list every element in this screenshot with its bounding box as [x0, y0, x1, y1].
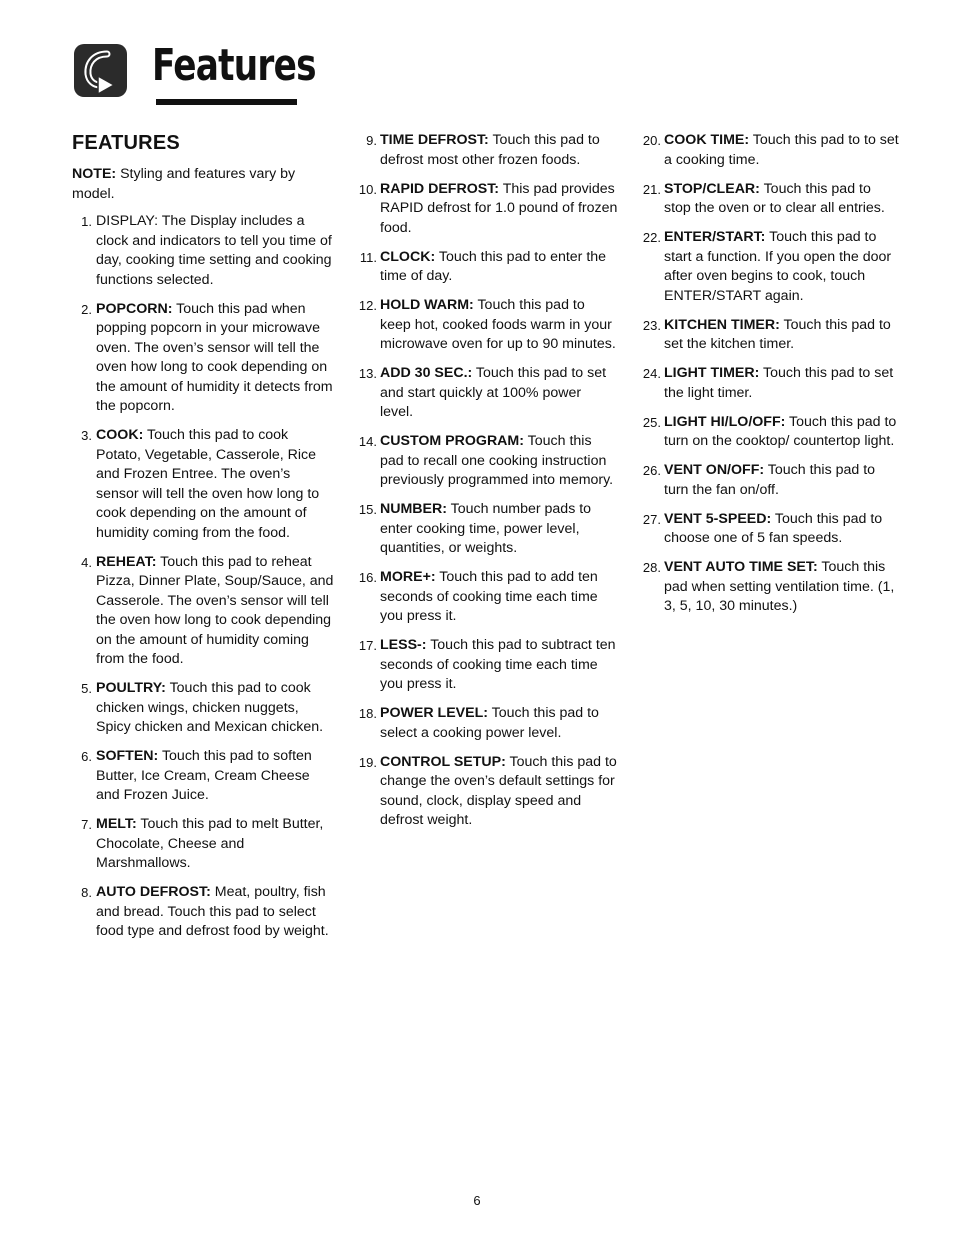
- feature-item: [356, 131, 618, 170]
- feature-number: 8.: [81, 885, 92, 900]
- feature-label: HOLD WARM:: [380, 297, 474, 313]
- feature-number: 22.: [642, 230, 661, 245]
- feature-description: Touch this pad to stop the oven or to clear all entries.: [664, 180, 885, 216]
- feature-label: REHEAT:: [96, 553, 157, 570]
- feature-description: Touch this pad to add ten seconds of cooking time each time you press it.: [380, 569, 598, 624]
- feature-item: [72, 426, 334, 543]
- feature-item: [640, 413, 900, 452]
- feature-item: [356, 636, 618, 695]
- feature-label: RAPID DEFROST:: [380, 180, 500, 197]
- feature-item: [72, 883, 334, 942]
- page-number: 6: [473, 1193, 481, 1208]
- feature-item: [640, 510, 900, 549]
- feature-description: This pad provides RAPID defrost for 1.0 pound of frozen food.: [380, 180, 618, 236]
- feature-number: 25.: [642, 414, 661, 430]
- feature-label: VENT ON/OFF:: [664, 462, 765, 478]
- feature-description: Touch this pad to defrost most other frozen foods.: [380, 132, 600, 168]
- feature-number: 24.: [642, 366, 661, 381]
- feature-number: 14.: [358, 434, 377, 449]
- feature-number: 17.: [358, 638, 377, 653]
- feature-item: [72, 747, 334, 806]
- feature-item: [640, 461, 900, 500]
- feature-label: CUSTOM PROGRAM:: [380, 433, 524, 449]
- feature-description: Touch this pad to soften Butter, Ice Cream, Cream Cheese and Frozen Juice.: [96, 748, 312, 803]
- feature-number: 4.: [81, 554, 92, 570]
- feature-number: 7.: [81, 817, 92, 832]
- feature-description: Touch this pad to cook chicken wings, chicken nuggets, Spicy chicken and Mexican chicken.: [96, 680, 324, 735]
- feature-number: 23.: [642, 317, 661, 333]
- feature-description: Touch this pad to set the light timer.: [664, 365, 894, 401]
- feature-number: 2.: [81, 301, 92, 317]
- feature-item: [356, 248, 618, 287]
- feature-description: Touch this pad to set and start quickly at 100% power level.: [380, 365, 607, 420]
- feature-label: KITCHEN TIMER:: [664, 316, 780, 333]
- feature-label: MORE+:: [380, 569, 436, 585]
- feature-number: 28.: [642, 560, 661, 575]
- feature-label: CLOCK:: [380, 248, 436, 265]
- feature-description: Touch this pad to set the kitchen timer.: [664, 316, 891, 352]
- feature-description: Touch this pad to melt Butter, Chocolate, Cheese and Marshmallows.: [96, 816, 324, 871]
- feature-number: 10.: [358, 181, 377, 197]
- feature-item: [356, 704, 618, 743]
- feature-description: Touch this pad to keep hot, cooked foods warm in your microwave oven for up to 90 minutes.: [380, 297, 616, 352]
- feature-list-3: [640, 131, 900, 617]
- feature-number: 20.: [642, 133, 661, 148]
- feature-number: 6.: [81, 749, 92, 764]
- feature-label: LESS-:: [380, 637, 427, 653]
- feature-number: 13.: [358, 366, 377, 381]
- feature-label: LIGHT HI/LO/OFF:: [664, 413, 786, 430]
- feature-item: [640, 180, 900, 219]
- feature-item: [356, 753, 618, 831]
- feature-description: Touch this pad to subtract ten seconds of cooking time each time you press it.: [380, 637, 616, 692]
- feature-description: DISPLAY: The Display includes a clock and indicators to tell you time of day, cooking time setting and cooking functions selected.: [96, 213, 332, 288]
- column-3: [640, 131, 900, 626]
- feature-description: Touch this pad to change the oven’s default settings for sound, clock, display speed and defrost weight.: [380, 753, 617, 828]
- feature-description: Touch this pad to choose one of 5 fan speeds.: [664, 510, 883, 546]
- feature-number: 12.: [358, 298, 377, 313]
- feature-label: COOK:: [96, 427, 144, 443]
- feature-label: MELT:: [96, 816, 137, 832]
- feature-label: STOP/CLEAR:: [664, 180, 760, 197]
- title-underline: [156, 99, 297, 105]
- feature-number: 15.: [358, 502, 377, 517]
- feature-item: [72, 679, 334, 738]
- page-title: Features: [152, 40, 316, 91]
- feature-description: Touch this pad to turn the fan on/off.: [664, 462, 876, 498]
- feature-number: 9.: [366, 133, 377, 148]
- section-heading: FEATURES: [72, 132, 180, 154]
- feature-label: AUTO DEFROST:: [96, 884, 211, 900]
- feature-label: VENT AUTO TIME SET:: [664, 559, 818, 575]
- feature-number: 19.: [358, 754, 377, 770]
- feature-description: Meat, poultry, fish and bread. Touch this pad to select food type and defrost food by weight.: [96, 884, 329, 939]
- feature-item: [72, 553, 334, 670]
- feature-item: [356, 296, 618, 355]
- feature-label: VENT 5-SPEED:: [664, 510, 772, 527]
- feature-number: 27.: [642, 511, 661, 527]
- column-1: [72, 131, 334, 951]
- note-label: NOTE:: [72, 166, 117, 182]
- feature-description: Touch this pad to turn on the cooktop/ countertop light.: [664, 413, 897, 449]
- feature-list-2: [356, 131, 618, 831]
- feature-item: [356, 180, 618, 239]
- feature-label: POPCORN:: [96, 300, 173, 317]
- column-2: [356, 131, 618, 840]
- curved-arrow-icon: [74, 44, 127, 97]
- feature-item: [356, 568, 618, 627]
- feature-description: Touch this pad to cook Potato, Vegetable, Casserole, Rice and Frozen Entree. The oven’s sensor will tell the oven how long to cook depending on the amount of humidity coming from the food.: [96, 427, 320, 541]
- feature-label: NUMBER:: [380, 501, 447, 517]
- feature-list-1: [72, 212, 334, 942]
- feature-item: [356, 500, 618, 559]
- feature-item: [640, 364, 900, 403]
- feature-label: COOK TIME:: [664, 132, 750, 148]
- feature-label: ENTER/START:: [664, 229, 766, 245]
- feature-description: Touch this pad to select a cooking power level.: [380, 705, 599, 741]
- feature-item: [356, 432, 618, 491]
- feature-item: [356, 364, 618, 423]
- feature-item: [640, 228, 900, 306]
- feature-description: Touch this pad to start a function. If you open the door after oven begins to cook, touch ENTER/START again.: [664, 229, 892, 304]
- feature-number: 16.: [358, 570, 377, 585]
- feature-label: ADD 30 SEC.:: [380, 365, 473, 381]
- feature-label: POULTRY:: [96, 680, 166, 696]
- feature-label: POWER LEVEL:: [380, 705, 488, 721]
- feature-label: TIME DEFROST:: [380, 132, 489, 148]
- feature-label: CONTROL SETUP:: [380, 753, 506, 770]
- note-text: Styling and features vary by model.: [72, 166, 296, 202]
- feature-number: 18.: [358, 706, 377, 721]
- feature-description: Touch this pad to enter the time of day.: [380, 248, 607, 284]
- feature-item: [640, 131, 900, 170]
- feature-label: SOFTEN:: [96, 748, 159, 764]
- feature-item: [72, 212, 334, 290]
- feature-description: Touch this pad when setting ventilation time. (1, 3, 5, 10, 30 minutes.): [664, 559, 895, 614]
- feature-number: 5.: [81, 681, 92, 696]
- feature-item: [640, 316, 900, 355]
- feature-description: Touch this pad when popping popcorn in your microwave oven. The oven’s sensor will tell the oven how long to cook depending on the amount of humidity it detects from the popcorn.: [96, 300, 333, 414]
- feature-number: 11.: [359, 249, 377, 265]
- feature-label: LIGHT TIMER:: [664, 365, 760, 381]
- feature-item: [72, 300, 334, 417]
- feature-description: Touch number pads to enter cooking time, power level, quantities, or weights.: [380, 501, 592, 556]
- feature-number: 3.: [81, 428, 92, 443]
- feature-item: [72, 815, 334, 874]
- feature-description: Touch this pad to recall one cooking instruction previously programmed into memory.: [380, 433, 614, 488]
- feature-number: 26.: [642, 463, 661, 478]
- feature-item: [640, 558, 900, 617]
- feature-description: Touch this pad to reheat Pizza, Dinner Plate, Soup/Sauce, and Casserole. The oven’s sensor will tell the oven how long to cook depending on the amount of humidity coming from the food.: [96, 553, 334, 667]
- feature-number: 21.: [642, 181, 661, 197]
- note: [72, 165, 334, 204]
- feature-number: 1.: [81, 214, 92, 229]
- feature-description: Touch this pad to to set a cooking time.: [664, 132, 899, 168]
